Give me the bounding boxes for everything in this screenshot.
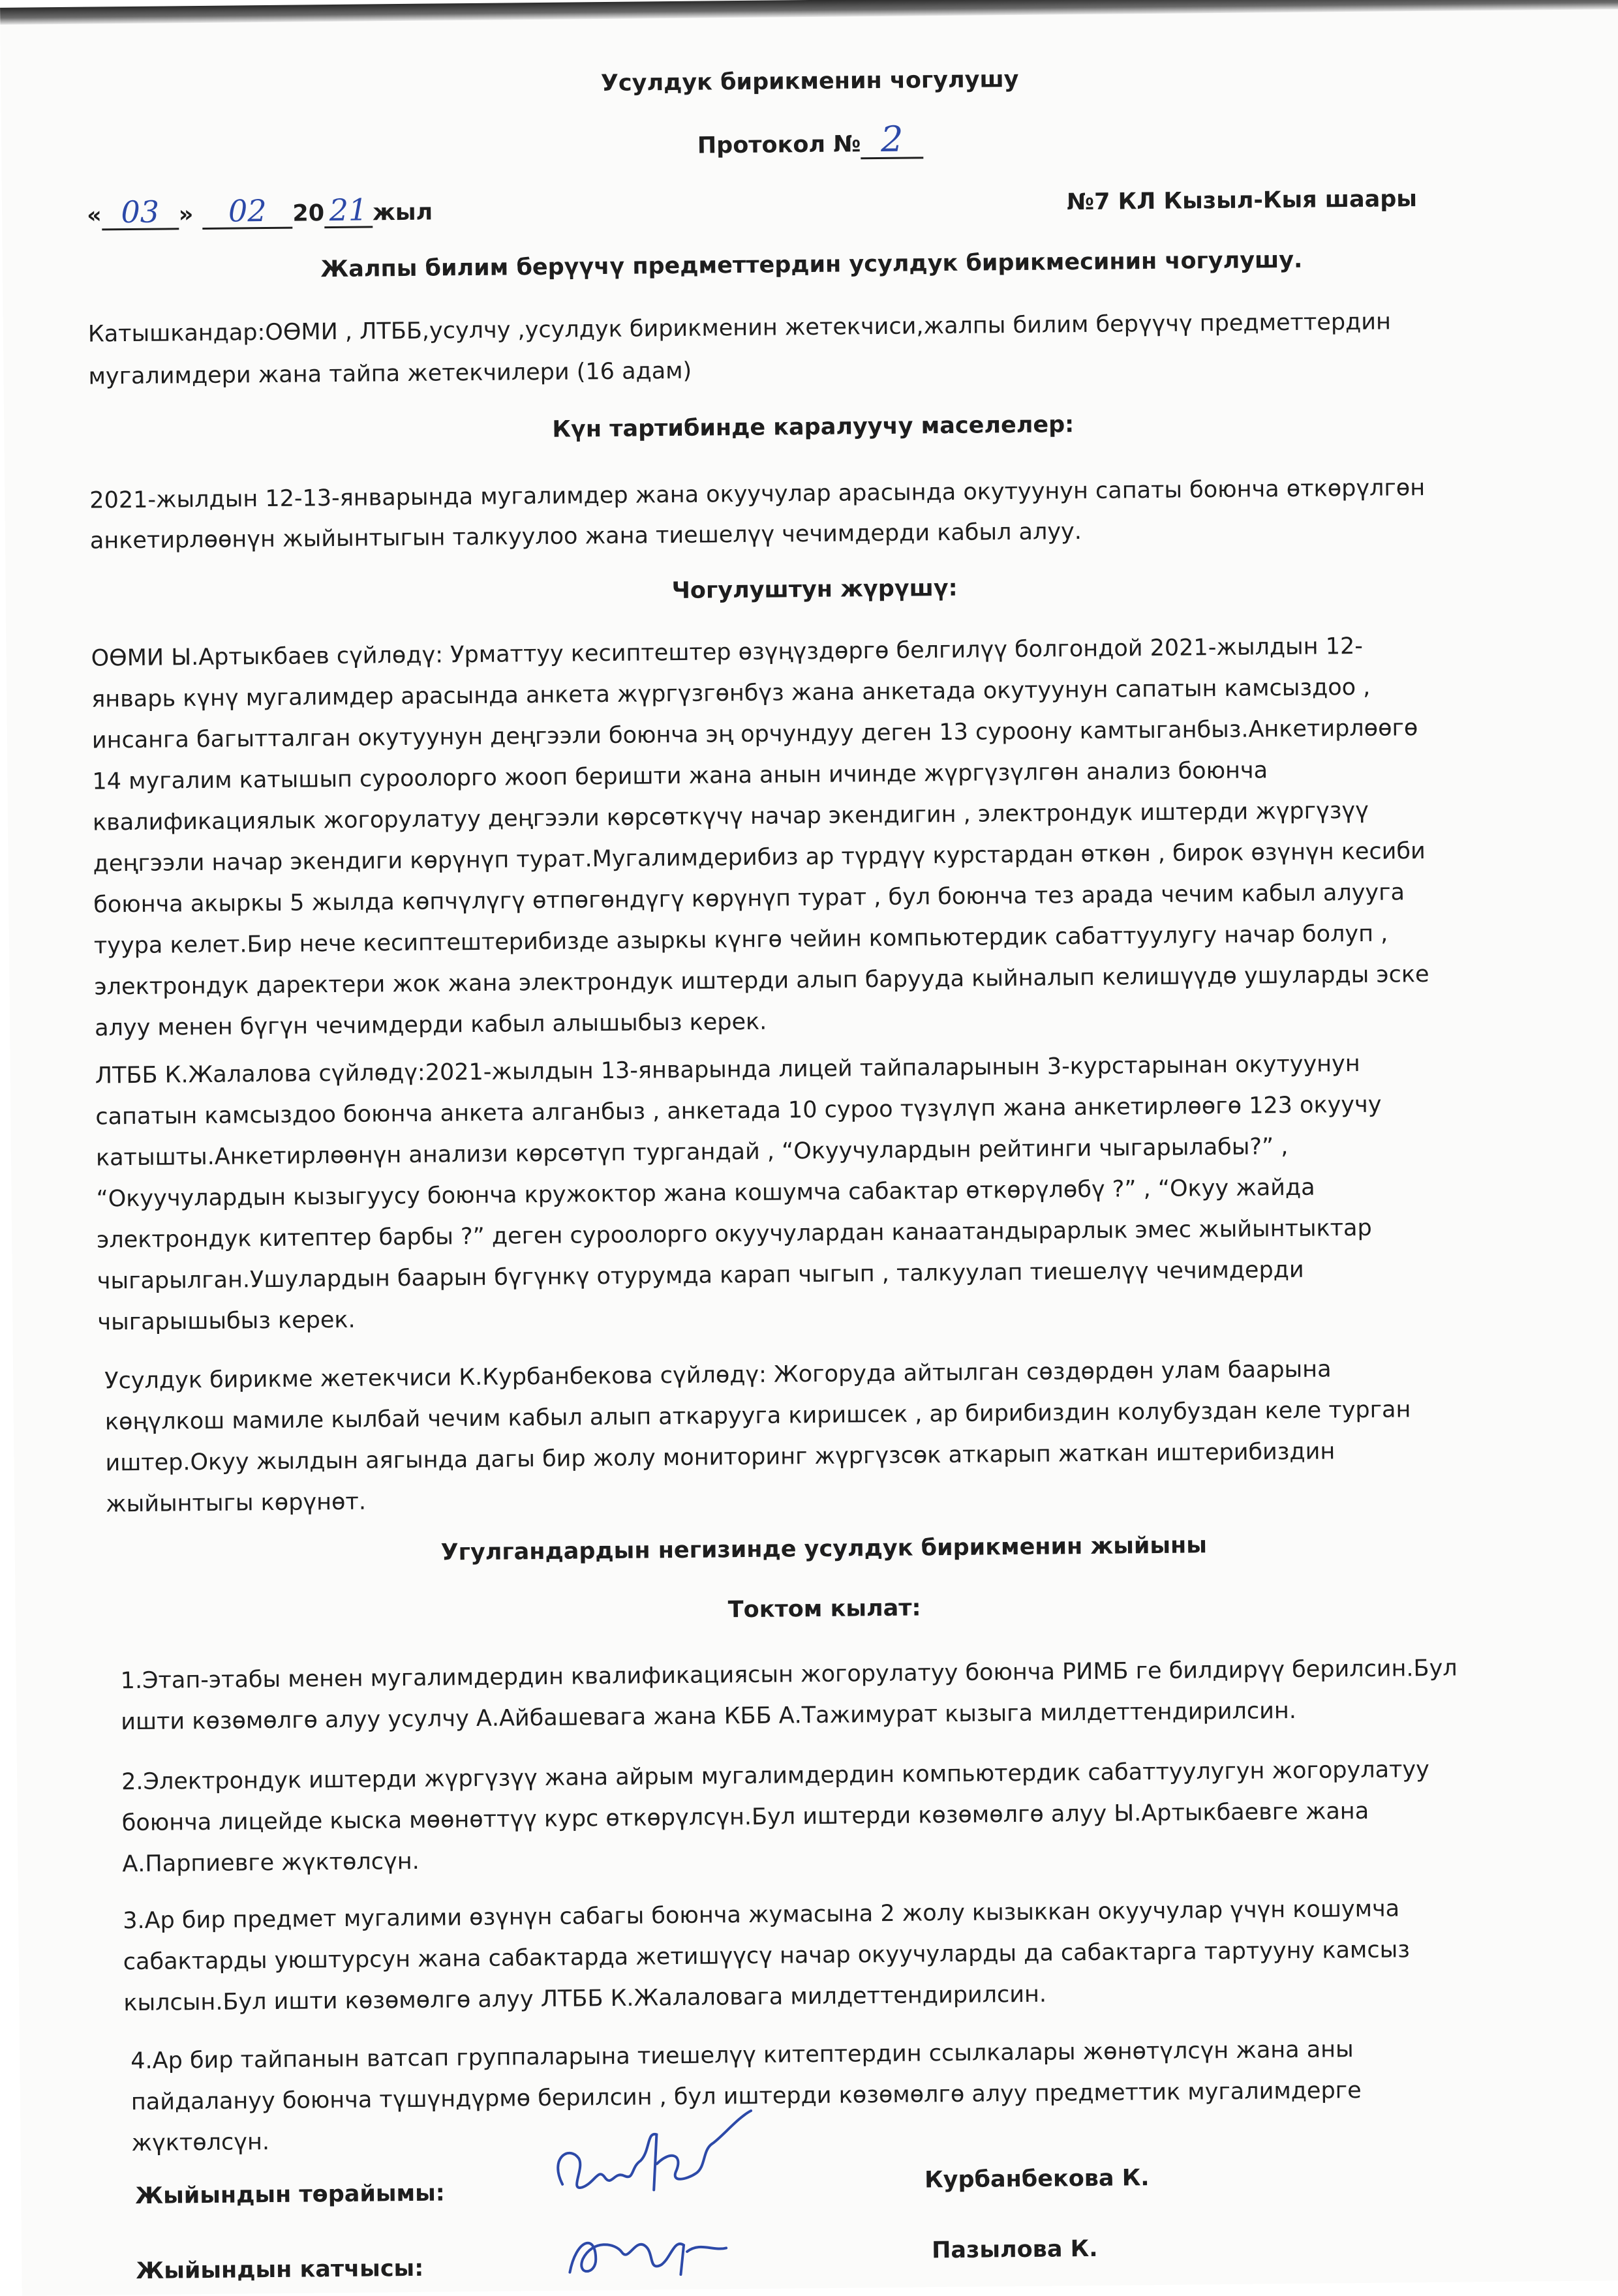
chair-label: Жыйындын төрайымы:	[135, 2180, 446, 2210]
date-year-suffix: 21	[329, 192, 368, 228]
resolution-heading: Угулгандардын негизинде усулдук бирикменин жыйыны	[440, 1532, 1208, 1566]
date-month: 02	[228, 192, 267, 229]
agenda-line-2: анкетирлөөнүн жыйынтыгын талкуулоо жана тиешелүү чечимдерди кабыл алуу.	[89, 519, 1082, 554]
protocol-line	[1, 119, 1618, 168]
item1-line-2: ишти көзөмөлгө алуу усулчу А.Айбашевага жана КББ А.Тажимурат кызыга милдеттендирилсин.	[121, 1697, 1297, 1736]
speech2-line-4: “Окуучулардын кызыгуусу боюнча кружоктор жана кошумча сабактар өткөрүлөбү ?” , “Окуу жайда	[96, 1174, 1315, 1213]
speech1-line-7: боюнча акыркы 5 жылда көпчүлүгү өтпөгөндүгү көрүнүп турат , бул боюнча тез арада чечим кабыл алууга	[93, 879, 1405, 918]
date-month-blank	[202, 192, 292, 230]
speech2-line-6: чыгарылган.Ушулардын баарын бүгүнкү отурумда карап чыгып , талкуулап тиешелүү чечимдерди	[97, 1256, 1304, 1295]
date-quote-close: »	[178, 202, 194, 228]
location: №7 КЛ Кызыл-Кыя шаары	[1066, 186, 1418, 216]
speech1-line-10: алуу менен бүгүн чечимдерди кабыл алышыбыз керек.	[94, 1008, 767, 1042]
agenda-heading: Күн тартибинде каралуучу маселелер:	[552, 412, 1075, 443]
speech1-line-4: 14 мугалим катышып суроолорго жооп беришти жана анын ичинде жүргүзүлгөн анализ боюнча	[92, 757, 1268, 795]
speech2-line-2: сапатын камсыздоо боюнча анкета алганбыз , анкетада 10 суроо түзүлүп жана анкетирлөөгө 123 окуучу	[95, 1091, 1382, 1130]
date-year-blank	[324, 192, 373, 228]
chair-signature	[542, 2104, 765, 2224]
date-day: 03	[121, 194, 160, 230]
item3-line-2: сабактарды уюштурсун жана сабактарда жетишүүсү начар окуучуларды да сабактарга тартууну камсыз	[123, 1937, 1411, 1976]
speech3-line-3: иштер.Окуу жылдын аягында дагы бир жолу мониторинг жүргүзсөк аткарып жаткан иштерибиздин	[105, 1438, 1336, 1477]
date-line	[86, 192, 433, 231]
protocol-number: 2	[880, 118, 904, 160]
proceedings-heading: Чогулуштун жүрүшү:	[671, 575, 958, 605]
protocol-label: Протокол №	[697, 131, 861, 159]
item2-line-2: боюнча лицейде кыска мөөнөттүү курс өткөрүлсүн.Бул иштерди көзөмөлгө алуу Ы.Артыкбаевге жана	[121, 1798, 1369, 1837]
item4-line-3: жүктөлсүн.	[131, 2129, 270, 2157]
speech1-line-2: январь күнү мугалимдер арасында анкета жүргүзгөнбүз жана анкетада окутуунун сапатын камсыздоо ,	[91, 674, 1371, 713]
speech1-line-9: электрондук даректери жок жана электрондук иштерди алып барууда кыйналып келишүүдө ушуларды эске	[94, 961, 1429, 1001]
protocol-number-blank	[861, 118, 923, 160]
speech2-line-1: ЛТББ К.Жалалова сүйлөдү:2021-жылдын 13-январында лицей тайпаларынын 3-курстарынан окутуунун	[95, 1050, 1360, 1089]
speech3-line-1: Усулдук бирикме жетекчиси К.Курбанбекова сүйлөдү: Жогоруда айтылган сөздөрдөн улам баарына	[104, 1356, 1332, 1395]
speech1-line-8: туура келет.Бир нече кесиптештерибизде азыркы күнгө чейин компьютердик сабаттуулугу начар болуп ,	[93, 920, 1388, 959]
speech1-line-1: ОӨМИ Ы.Артыкбаев сүйлөдү: Урматтуу кесиптештер өзүңүздөргө белгилүү болгондой 2021-жылдын 12-	[91, 633, 1364, 672]
speech1-line-3: инсанга багытталган окутуунун деңгээли боюнча эң орчундуу деген 13 суроону камтыганбыз.Анкетирлөөгө	[91, 715, 1418, 754]
item3-line-1: 3.Ар бир предмет мугалими өзүнүн сабагы боюнча жумасына 2 жолу кызыккан окуучулар үчүн кошумча	[123, 1896, 1400, 1935]
item4-line-1: 4.Ар бир тайпанын ватсап группаларына тиешелүү китептердин ссылкалары жөнөтүлсүн жана аны	[130, 2036, 1354, 2075]
item2-line-3: А.Парпиевге жүктөлсүн.	[122, 1848, 420, 1878]
item3-line-3: кылсын.Бул ишти көзөмөлгө алуу ЛТББ К.Жалаловага милдеттендирилсин.	[123, 1981, 1047, 2017]
secretary-label: Жыйындын катчысы:	[136, 2255, 424, 2285]
item4-line-2: пайдалануу боюнча түшүндүрмө берилсин , бул иштерди көзөмөлгө алуу предметтик мугалимдерге	[130, 2077, 1362, 2116]
participants-line-1: Катышкандар:ОӨМИ , ЛТББ,усулчу ,усулдук бирикменин жетекчиси,жалпы билим берүүчү предметтердин	[87, 309, 1392, 348]
scan-edge	[0, 0, 1618, 25]
date-word: жыл	[372, 199, 433, 226]
speech3-line-4: жыйынтыгы көрүнөт.	[105, 1488, 367, 1518]
date-quote-open: «	[86, 202, 102, 229]
speech1-line-5: квалификациялык жогорулатуу деңгээли көрсөткүчү начар экендигин , электрондук иштерди жүргүзүү	[92, 797, 1369, 836]
speech2-line-3: катышты.Анкетирлөөнүн анализи көрсөтүп тургандай , “Окуучулардын рейтинги чыгарылабы?” ,	[95, 1134, 1289, 1171]
agenda-line-1: 2021-жылдын 12-13-январында мугалимдер жана окуучулар арасында окутуунун сапаты боюнча өткөрүлгөн	[89, 474, 1426, 514]
date-year-prefix: 20	[292, 200, 325, 227]
chair-name: Курбанбекова К.	[924, 2165, 1150, 2194]
speech1-line-6: деңгээли начар экендиги көрүнүп турат.Мугалимдерибиз ар түрдүү курстардан өткөн , бирок өзүнүн кесиби	[93, 838, 1426, 877]
secretary-name: Пазылова К.	[931, 2235, 1098, 2264]
item1-line-1: 1.Этап-этабы менен мугалимдердин квалификациясын жогорулатуу боюнча РИМБ ге билдирүү берилсин.Бул	[120, 1655, 1458, 1695]
speech3-line-2: көңүлкош мамиле кылбай чечим кабыл алып аткарууга киришсек , ар бирибиздин колубуздан келе турган	[104, 1397, 1411, 1436]
meeting-title: Жалпы билим берүүчү предметтердин усулдук бирикмесинин чогулушу.	[320, 247, 1303, 283]
secretary-signature	[557, 2212, 740, 2286]
date-day-blank	[102, 194, 179, 230]
speech2-line-5: электрондук китептер барбы ?” деген суроолорго окуучулардан канаатандырарлык эмес жыйынтыктар	[97, 1215, 1372, 1254]
participants-line-2: мугалимдери жана тайпа жетекчилери (16 адам)	[88, 357, 692, 390]
document-title: Усулдук бирикменин чогулушу	[600, 66, 1019, 97]
speech2-line-7: чыгарышыбыз керек.	[97, 1307, 356, 1336]
item2-line-1: 2.Электрондук иштерди жүргүзүү жана айрым мугалимдердин компьютердик сабаттуулугун жогорулатуу	[121, 1756, 1430, 1796]
resolution-subheading: Токтом кылат:	[727, 1595, 921, 1624]
